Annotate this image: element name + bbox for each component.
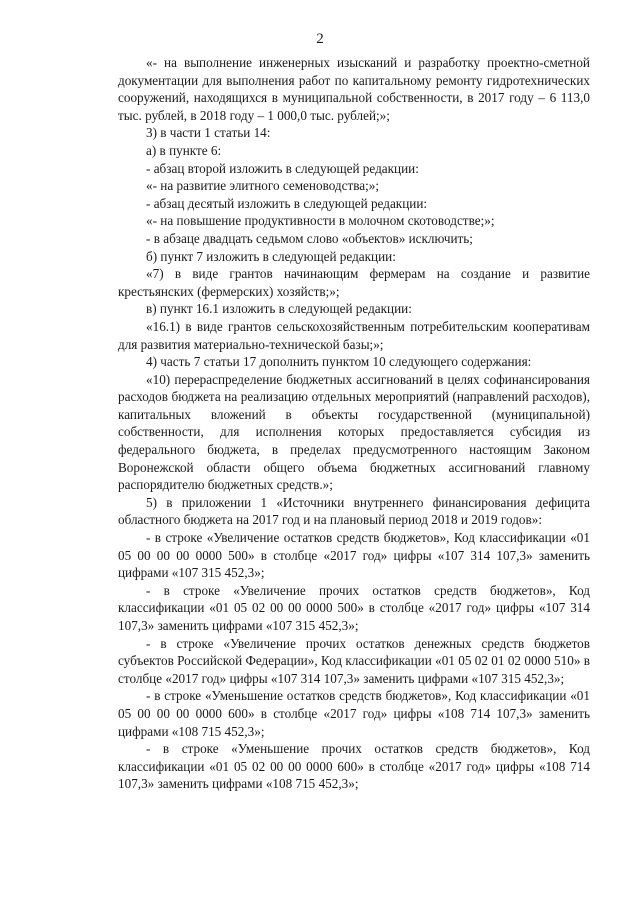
paragraph: «- на повышение продуктивности в молочном скотоводстве;»;	[146, 213, 495, 229]
paragraph: «10) перераспределение бюджетных ассигнований в целях софинансирования расходов бюджета на реализацию отдельных мероприятий (направлений расходов), капитальных вложений в объекты государственной (муниципальной) собственности, для исполнения которых предоставляется субсидия из федерального бюджета, в пределах предусмотренного настоящим Законом Воронежской области общего объема бюджетных ассигнований главному распорядителю бюджетных средств.»;	[118, 371, 590, 493]
paragraph: «- на выполнение инженерных изысканий и разработку проектно-сметной документации для выполнения работ по капитальному ремонту гидротехнических сооружений, находящихся в муниципальной собственности, в 2017 году – 6 113,0 тыс. рублей, в 2018 году – 1 000,0 тыс. рублей;»;	[118, 55, 590, 123]
paragraph: 5) в приложении 1 «Источники внутреннего финансирования дефицита областного бюджета на 2017 год и на плановый период 2018 и 2019 годов»:	[118, 494, 590, 528]
paragraph: «- на развитие элитного семеноводства;»;	[146, 178, 380, 194]
page-number: 2	[316, 31, 324, 47]
paragraph: - в строке «Увеличение прочих остатков средств бюджетов», Код классификации «01 05 02 00 00 0000 500» в столбце «2017 год» цифры «107 314 107,3» заменить цифрами «107 315 452,3»;	[118, 582, 590, 633]
paragraph: «16.1) в виде грантов сельскохозяйственным потребительским кооперативам для развития материально-технической базы;»;	[118, 318, 590, 352]
paragraph: - в строке «Увеличение остатков средств бюджетов», Код классификации «01 05 00 00 00 0000 500» в столбце «2017 год» цифры «107 314 107,3» заменить цифрами «107 315 452,3»;	[118, 530, 590, 581]
paragraph: а) в пункте 6:	[146, 142, 222, 158]
paragraph: - в строке «Уменьшение прочих остатков средств бюджетов», Код классификации «01 05 02 00 00 0000 600» в столбце «2017 год» цифры «108 714 107,3» заменить цифрами «108 715 452,3»;	[118, 741, 590, 792]
document-body	[118, 54, 590, 793]
paragraph: «7) в виде грантов начинающим фермерам на создание и развитие крестьянских (фермерских) хозяйств;»;	[118, 266, 590, 299]
paragraph: 3) в части 1 статьи 14:	[146, 125, 271, 141]
paragraph: в) пункт 16.1 изложить в следующей редакции:	[146, 301, 412, 317]
paragraph: - абзац десятый изложить в следующей редакции:	[146, 195, 428, 211]
paragraph: - в абзаце двадцать седьмом слово «объектов» исключить;	[146, 230, 473, 246]
paragraph: - в строке «Увеличение прочих остатков денежных средств бюджетов субъектов Российской Федерации», Код классификации «01 05 02 01 02 0000 510» в столбце «2017 год» цифры «107 314 107,3» заменить цифрами «107 315 452,3»;	[118, 635, 590, 686]
paragraph: б) пункт 7 изложить в следующей редакции:	[146, 248, 396, 264]
paragraph: 4) часть 7 статьи 17 дополнить пунктом 10 следующего содержания:	[146, 354, 532, 370]
paragraph: - в строке «Уменьшение остатков средств бюджетов», Код классификации «01 05 00 00 00 0000 600» в столбце «2017 год» цифры «108 714 107,3» заменить цифрами «108 715 452,3»;	[118, 688, 590, 739]
paragraph: - абзац второй изложить в следующей редакции:	[146, 160, 419, 176]
